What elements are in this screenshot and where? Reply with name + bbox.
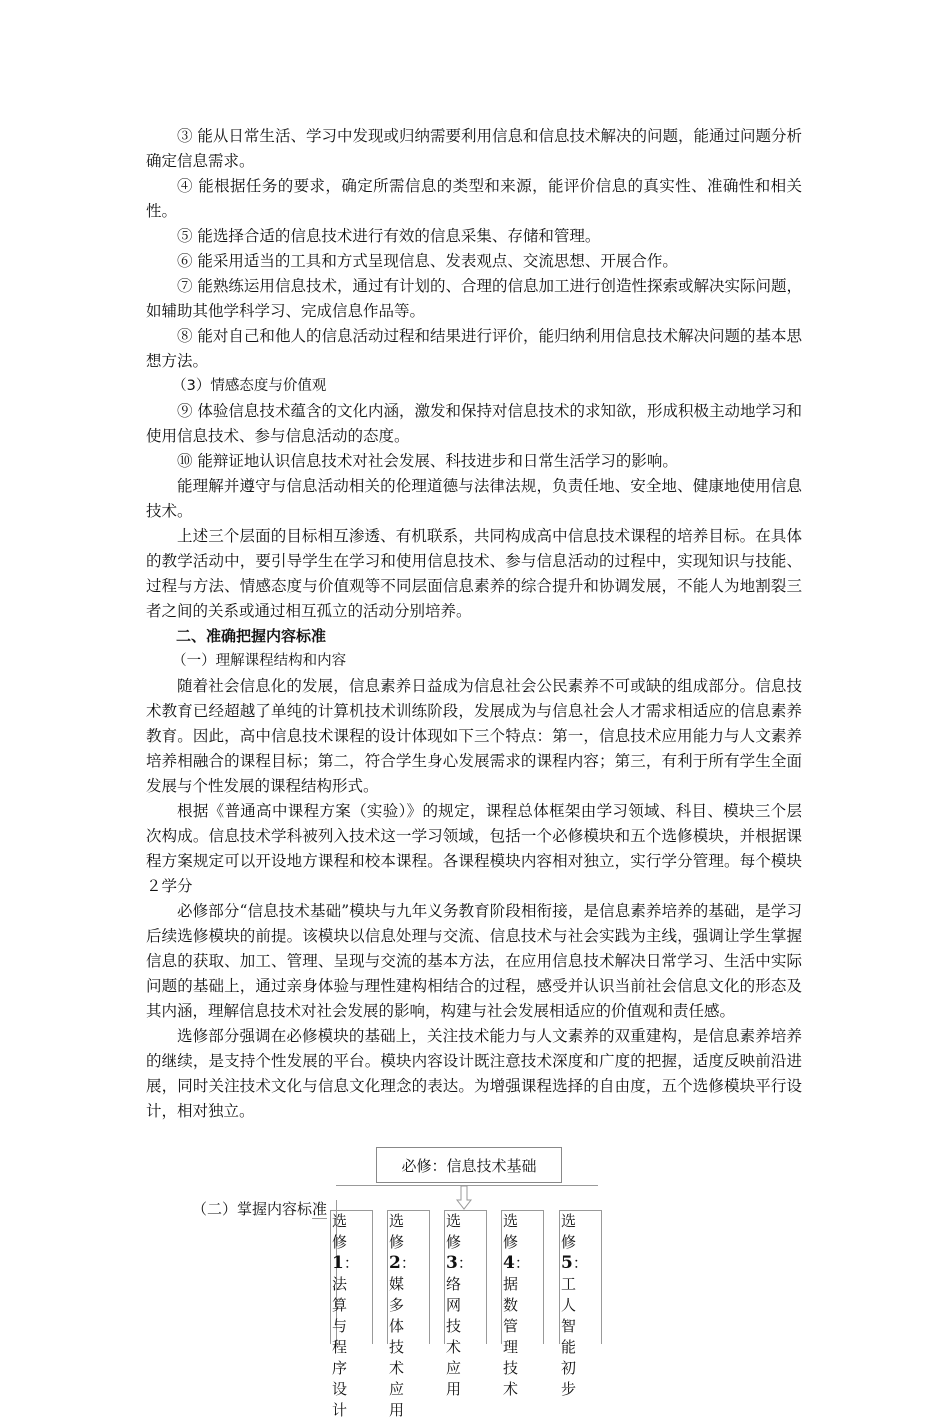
paragraph: ⑨ 体验信息技术蕴含的文化内涵，激发和保持对信息技术的求知欲，形成积极主动地学习和使用信息技术、参与信息活动的态度。	[146, 402, 802, 445]
section-label-tail: 准	[312, 1200, 328, 1218]
down-arrow-icon	[456, 1186, 472, 1210]
subsection-heading: （一）理解课程结构和内容	[172, 653, 347, 669]
paragraph: ⑧ 能对自己和他人的信息活动过程和结果进行评价，能归纳利用信息技术解决问题的基本思想方法。	[146, 327, 802, 370]
module-colon: ：	[343, 1254, 365, 1272]
module-prefix: 选修	[389, 1212, 411, 1251]
module-name: 媒多体技术应用	[389, 1275, 411, 1419]
module-number: 4	[503, 1253, 515, 1273]
paragraph: ⑥ 能采用适当的工具和方式呈现信息、发表观点、交流思想、开展合作。	[177, 252, 678, 270]
elective-module-2	[387, 1210, 430, 1419]
paragraph: ⑦ 能熟练运用信息技术，通过有计划的、合理的信息加工进行创造性探索或解决实际问题，如辅助其他学科学习、完成信息作品等。	[146, 277, 802, 320]
module-name: 据数管理技术	[503, 1275, 525, 1398]
paragraph: 随着社会信息化的发展，信息素养日益成为信息社会公民素养不可或缺的组成部分。信息技术教育已经超越了单纯的计算机技术训练阶段，发展成为与信息社会人才需求相适应的信息素养教育。因此，高中信息技术课程的设计体现如下三个特点：第一，信息技术应用能力与人文素养培养相融合的课程目标；第二，符合学生身心发展需求的课程内容；第三，有利于所有学生全面发展与个性发展的课程结构形式。	[146, 677, 802, 795]
module-colon: ：	[514, 1254, 536, 1272]
module-name: 络网技术应用	[446, 1275, 468, 1398]
elective-module-1	[330, 1210, 373, 1419]
module-number: 5	[561, 1253, 573, 1273]
paragraph: 上述三个层面的目标相互渗透、有机联系，共同构成高中信息技术课程的培养目标。在具体的教学活动中，要引导学生在学习和使用信息技术、参与信息活动的过程中，实现知识与技能、过程与方法、情感态度与价值观等不同层面信息素养的综合提升和协调发展，不能人为地割裂三者之间的关系或通过相互孤立的活动分别培养。	[146, 527, 802, 620]
module-colon: ：	[572, 1254, 594, 1272]
paragraph: 选修部分强调在必修模块的基础上，关注技术能力与人文素养的双重建构，是信息素养培养的继续，是支持个性发展的平台。模块内容设计既注意技术深度和广度的把握，适度反映前沿进展，同时关注技术文化与信息文化理念的表达。为增强课程选择的自由度，五个选修模块平行设计，相对独立。	[146, 1027, 802, 1120]
elective-module-4	[501, 1210, 544, 1398]
module-number: 1	[332, 1253, 344, 1273]
module-name: 工人智能初步	[561, 1275, 583, 1398]
module-prefix: 选修	[503, 1212, 525, 1251]
section-label-text: （二）掌握内容标	[192, 1200, 313, 1218]
elective-module-3	[444, 1210, 487, 1398]
body-text	[146, 124, 802, 1124]
module-prefix: 选修	[332, 1212, 354, 1251]
module-number: 3	[446, 1253, 458, 1273]
module-colon: ：	[400, 1254, 422, 1272]
module-prefix: 选修	[446, 1212, 468, 1251]
paragraph: 根据《普通高中课程方案（实验）》的规定，课程总体框架由学习领域、科目、模块三个层次构成。信息技术学科被列入技术这一学习领域，包括一个必修模块和五个选修模块，并根据课程方案规定可以开设地方课程和校本课程。各课程模块内容相对独立，实行学分管理。每个模块２学分	[146, 802, 802, 895]
module-name: 法算与程序设计	[332, 1275, 354, 1419]
paragraph: ③ 能从日常生活、学习中发现或归纳需要利用信息和信息技术解决的问题，能通过问题分析确定信息需求。	[146, 127, 802, 170]
section-heading: 二、准确把握内容标准	[176, 627, 327, 645]
paragraph: 必修部分“信息技术基础”模块与九年义务教育阶段相衔接，是信息素养培养的基础，是学习后续选修模块的前提。该模块以信息处理与交流、信息技术与社会实践为主线，强调让学生掌握信息的获取、加工、管理、呈现与交流的基本方法，在应用信息技术解决日常学习、生活中实际问题的基础上，通过亲身体验与理性建构相结合的过程，感受并认识当前社会信息文化的形态及其内涵，理解信息技术对社会发展的影响，构建与社会发展相适应的价值观和责任感。	[146, 902, 802, 1020]
required-module-box: 必修：信息技术基础	[376, 1147, 562, 1183]
subheading: （3）情感态度与价值观	[172, 378, 327, 394]
module-prefix: 选修	[561, 1212, 583, 1251]
module-colon: ：	[457, 1254, 479, 1272]
paragraph: ⑩ 能辩证地认识信息技术对社会发展、科技进步和日常生活学习的影响。	[177, 452, 678, 470]
section-label	[192, 1198, 327, 1219]
paragraph: ⑤ 能选择合适的信息技术进行有效的信息采集、存储和管理。	[177, 227, 601, 245]
paragraph: 能理解并遵守与信息活动相关的伦理道德与法律法规，负责任地、安全地、健康地使用信息技术。	[146, 477, 802, 520]
module-number: 2	[389, 1253, 401, 1273]
paragraph: ④ 能根据任务的要求，确定所需信息的类型和来源，能评价信息的真实性、准确性和相关性。	[146, 177, 802, 220]
elective-module-5	[559, 1210, 602, 1398]
